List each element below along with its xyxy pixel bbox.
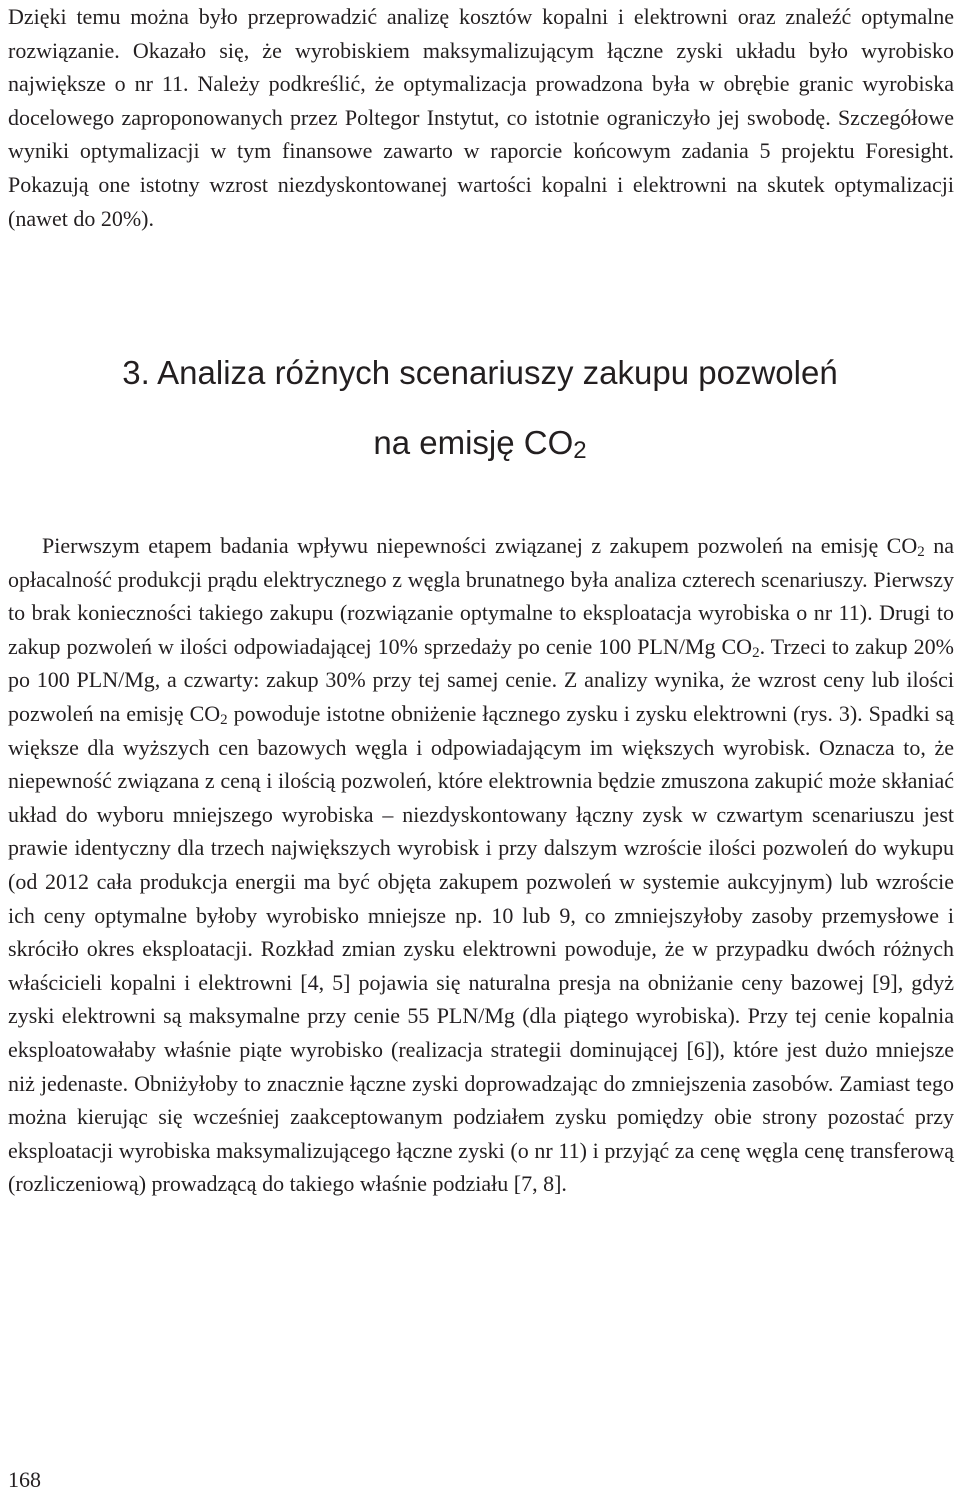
- subscript-2: 2: [752, 644, 760, 661]
- paragraph-text-segment: powoduje istotne obniżenie łącznego zysku i zysku elektrowni (rys. 3). Spadki są większe dla wyższych cen bazowych węgla i odpowiadającym im większych wyrobisk. Oznacza to, że niepewność związana z ceną i ilością pozwoleń, które elektrownia będzie zmuszona zakupić może skłaniać układ do wyboru mniejszego wyrobiska – niezdyskontowany łączny zysk w czwartym scenariuszu jest prawie identyczny dla trzech największych wyrobisk i przy dalszym wzroście ilości pozwoleń do wykupu (od 2012 cała produkcja energii ma być objęta zakupem pozwoleń w systemie aukcyjnym) lub wzroście ich ceny optymalne byłoby wyrobisko mniejsze np. 10 lub 9, co zmniejszyłoby zasoby przemysłowe i skróciło okres eksploatacji. Rozkład zmian zysku elektrowni powoduje, że w przypadku dwóch różnych właścicieli kopalni i elektrowni [4, 5] pojawia się naturalna presja na obniżanie ceny bazowej [9], gdyż zyski elektrowni są maksymalne przy cenie 55 PLN/Mg (dla piątego wyrobiska). Przy tej cenie kopalnia eksploatowałaby właśnie piąte wyrobisko (realizacja strategii dominującej [6]), które jest dużo mniejsze niż jedenaste. Obniżyłoby to znacznie łączne zyski doprowadzając do zmniejszenia zasobów. Zamiast tego można kierując się wcześniej zaakceptowanym podziałem zysku pomiędzy obie strony pozostać przy eksploatacji wyrobiska maksymalizującego łączne zyski (o nr 11) i przyjąć za cenę węgla cenę transferową (rozliczeniową) prowadzącą do takiego właśnie podziału [7, 8].: [8, 700, 954, 1197]
- paragraph-intro: Dzięki temu można było przeprowadzić analizę kosztów kopalni i elektrowni oraz znaleźć optymalne rozwiązanie. Okazało się, że wyrobiskiem maksymalizującym łączne zyski układu było wyrobisko największe o nr 11. Należy podkreślić, że optymalizacja prowadzona była w obrębie granic wyrobiska docelowego zaproponowanych przez Poltegor Instytut, co istotnie ograniczyło jej swobodę. Szczegółowe wyniki optymalizacji w tym finansowe zawarto w raporcie końcowym zadania 5 projektu Foresight. Pokazują one istotny wzrost niezdyskontowanej wartości kopalni i elektrowni na skutek optymalizacji (nawet do 20%).: [8, 4, 954, 231]
- page-number: 168: [8, 1467, 41, 1492]
- section-heading-line-1: [0, 354, 960, 392]
- section-heading-text: 3. Analiza różnych scenariuszy zakupu pozwoleń: [122, 354, 838, 391]
- paragraph-text-segment: na opłacalność produkcji prądu elektrycznego z węgla brunatnego była analiza czterech scenariuszy. Pierwszy to brak konieczności takiego zakupu (rozwiązanie optymalne to eksploatacja wyrobiska o nr 11). Drugi to zakup pozwoleń w ilości odpowiadającej 10% sprzedaży po cenie 100 PLN/Mg CO: [8, 533, 954, 659]
- subscript-2: 2: [917, 544, 925, 560]
- paragraph-scenarios: [8, 529, 954, 1201]
- paragraph-text-segment: Pierwszym etapem badania wpływu niepewności związanej z zakupem pozwoleń na emisję CO: [42, 533, 918, 558]
- paragraph-text-segment: . Trzeci to zakup 20% po 100 PLN/Mg, a czwarty: zakup 30% przy tej samej cenie. Z analizy wynika, że wzrost ceny lub ilości pozwoleń na emisję CO: [8, 633, 955, 726]
- section-heading-text-2: na emisję CO: [373, 424, 574, 461]
- section-heading-line-2: [0, 424, 960, 465]
- heading-subscript: 2: [573, 437, 587, 464]
- subscript-2: 2: [220, 711, 228, 728]
